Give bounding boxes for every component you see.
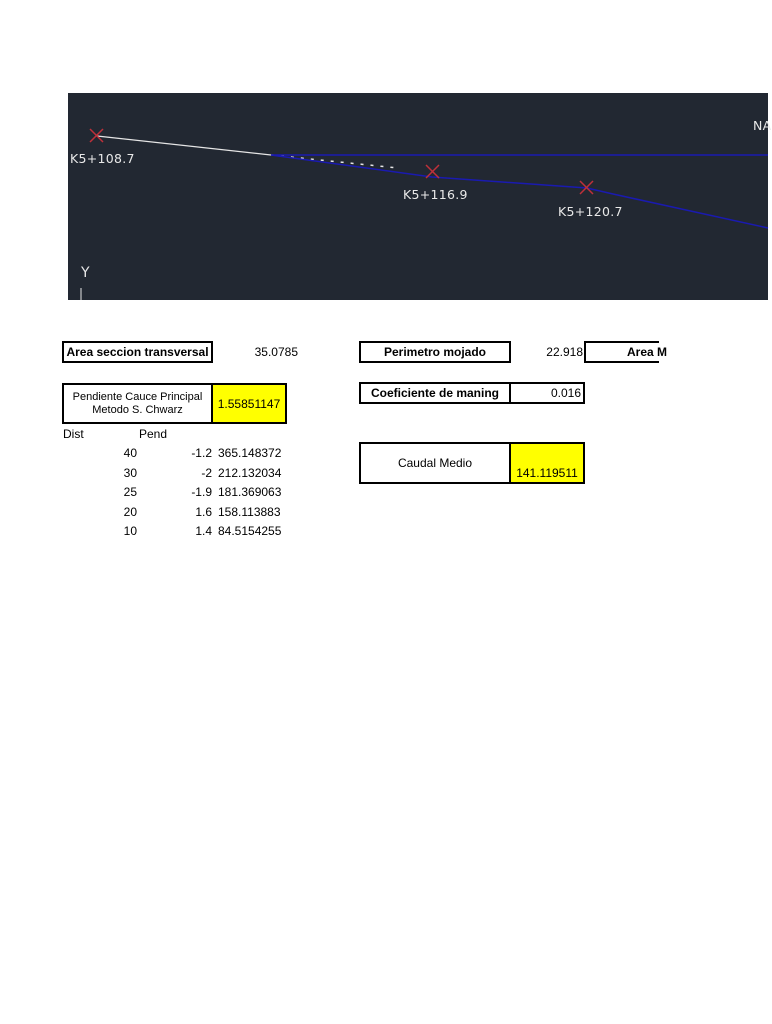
- station-label-3: K5+120.7: [558, 204, 623, 219]
- station-label-2: K5+116.9: [403, 187, 468, 202]
- table-row-pend: 1.4: [195, 524, 212, 538]
- table-row-calc: 212.132034: [218, 466, 282, 480]
- table-row-dist: 20: [123, 505, 137, 519]
- pendiente-label-cell: [62, 383, 213, 424]
- caudal-label-cell: [359, 442, 511, 484]
- pendiente-label-line1: Pendiente Cauce Principal: [72, 390, 203, 403]
- channel-profile-line: [271, 155, 768, 228]
- pendiente-value-cell: [211, 383, 287, 424]
- table-header-dist: Dist: [63, 427, 84, 441]
- table-row-dist: 10: [123, 524, 137, 538]
- cad-profile-view: [68, 93, 772, 300]
- table-row-dist: 30: [123, 466, 137, 480]
- area-seccion-label-cell: [62, 341, 213, 363]
- table-row-pend: -1.9: [191, 485, 212, 499]
- pendiente-label-line2: Metodo S. Chwarz: [92, 403, 183, 416]
- table-row-dist: 40: [123, 446, 137, 460]
- coeficiente-value: 0.016: [550, 386, 581, 400]
- table-row-calc: 84.5154255: [218, 524, 282, 538]
- y-axis-label: Y: [81, 265, 90, 281]
- table-row-calc: 365.148372: [218, 446, 282, 460]
- caudal-value-cell: [509, 442, 585, 484]
- table-row-calc: 158.113883: [218, 505, 281, 519]
- station-marker-2: [426, 165, 439, 178]
- caudal-label: Caudal Medio: [397, 456, 473, 470]
- table-row-calc: 181.369063: [218, 485, 282, 499]
- table-row-pend: 1.6: [195, 505, 212, 519]
- station-label-1: K5+108.7: [70, 151, 135, 166]
- coeficiente-label-cell: [359, 382, 511, 404]
- table-row-pend: -2: [201, 466, 212, 480]
- partial-label-na: NA: [753, 118, 772, 133]
- table-row-dist: 25: [123, 485, 137, 499]
- perimetro-label: Perimetro mojado: [383, 345, 487, 359]
- area-seccion-value: 35.0785: [254, 345, 298, 359]
- pendiente-value: 1.55851147: [217, 396, 281, 411]
- coeficiente-label: Coeficiente de maning: [370, 386, 500, 400]
- perimetro-value: 22.918: [546, 345, 583, 359]
- area-m-label-cell: [584, 341, 667, 363]
- station-marker-1: [90, 129, 103, 142]
- area-seccion-label: Area seccion transversal: [66, 345, 209, 359]
- perimetro-label-cell: [359, 341, 511, 363]
- table-row-pend: -1.2: [191, 446, 212, 460]
- area-m-label: Area M: [626, 345, 667, 359]
- caudal-value: 141.119511: [516, 466, 578, 480]
- table-header-pend: Pend: [139, 427, 168, 441]
- coeficiente-value-cell: [509, 382, 585, 404]
